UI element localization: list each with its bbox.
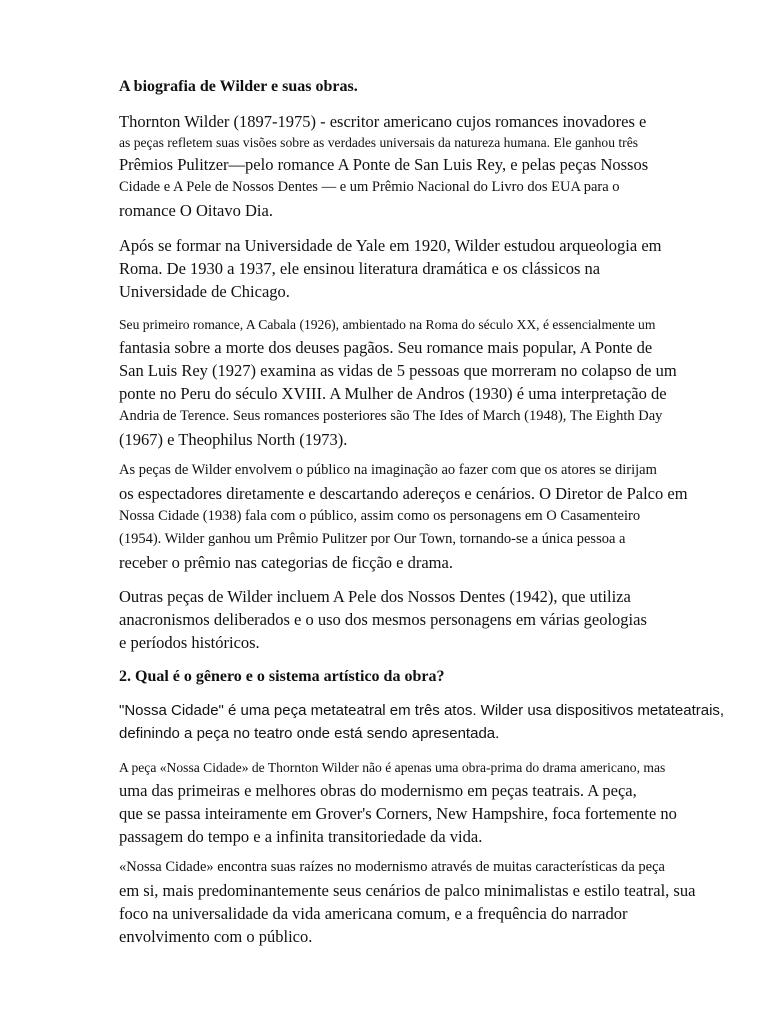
section-heading-genre: 2. Qual é o gênero e o sistema artístico da obra? — [119, 668, 445, 685]
text-line: as peças refletem suas visões sobre as verdades universais da natureza humana. Ele ganhou três — [119, 135, 639, 150]
text-line: definindo a peça no teatro onde está sendo apresentada. — [119, 725, 500, 742]
text-line: Após se formar na Universidade de Yale em 1920, Wilder estudou arqueologia em — [119, 236, 662, 255]
paragraph-our-town — [119, 756, 759, 848]
paragraph-other-plays — [119, 585, 759, 654]
paragraph-modernism — [119, 856, 759, 948]
text-line: Outras peças de Wilder incluem A Pele dos Nossos Dentes (1942), que utiliza — [119, 587, 631, 606]
text-line: fantasia sobre a morte dos deuses pagãos. Seu romance mais popular, A Ponte de — [119, 338, 653, 357]
text-line: em si, mais predominantemente seus cenários de palco minimalistas e estilo teatral, sua — [119, 881, 696, 900]
paragraph-metatheatre — [119, 699, 759, 745]
text-line: foco na universalidade da vida americana comum, e a frequência do narrador — [119, 904, 628, 923]
paragraph-biography-intro — [119, 110, 759, 222]
text-line: receber o prêmio nas categorias de ficção e drama. — [119, 553, 453, 572]
text-line: Universidade de Chicago. — [119, 282, 290, 301]
text-line: Cidade e A Pele de Nossos Dentes — e um Prêmio Nacional do Livro dos EUA para o — [119, 179, 620, 195]
text-line: e períodos históricos. — [119, 633, 260, 652]
text-line: anacronismos deliberados e o uso dos mesmos personagens em várias geologias — [119, 610, 647, 629]
text-line: (1954). Wilder ganhou um Prêmio Pulitzer por Our Town, tornando-se a única pessoa a — [119, 531, 626, 547]
paragraph-education — [119, 234, 759, 303]
paragraph-novels — [119, 313, 759, 451]
text-line: que se passa inteiramente em Grover's Corners, New Hampshire, foca fortemente no — [119, 804, 677, 823]
text-line: Andria de Terence. Seus romances posteriores são The Ides of March (1948), The Eighth Day — [119, 408, 663, 424]
text-line: «Nossa Cidade» encontra suas raízes no modernismo através de muitas características da peça — [119, 859, 665, 875]
text-line: A peça «Nossa Cidade» de Thornton Wilder não é apenas uma obra-prima do drama americano, mas — [119, 760, 666, 775]
text-line: San Luis Rey (1927) examina as vidas de 5 pessoas que morreram no colapso de um — [119, 361, 677, 380]
text-line: Prêmios Pulitzer—pelo romance A Ponte de San Luis Rey, e pelas peças Nossos — [119, 155, 649, 174]
text-line: passagem do tempo e a infinita transitoriedade da vida. — [119, 827, 483, 846]
section-heading-biography: A biografia de Wilder e suas obras. — [119, 78, 358, 95]
text-line: romance O Oitavo Dia. — [119, 201, 273, 220]
text-line: "Nossa Cidade" é uma peça metateatral em três atos. Wilder usa dispositivos metateatrais, — [119, 702, 725, 719]
text-line: ponte no Peru do século XVIII. A Mulher de Andros (1930) é uma interpretação de — [119, 384, 667, 403]
text-line: Thornton Wilder (1897-1975) - escritor americano cujos romances inovadores e — [119, 112, 647, 131]
text-line: As peças de Wilder envolvem o público na imaginação ao fazer com que os atores se dirijam — [119, 462, 657, 478]
paragraph-plays — [119, 459, 759, 574]
text-line: Roma. De 1930 a 1937, ele ensinou literatura dramática e os clássicos na — [119, 259, 601, 278]
text-line: Nossa Cidade (1938) fala com o público, assim como os personagens em O Casamenteiro — [119, 508, 641, 524]
text-line: os espectadores diretamente e descartando adereços e cenários. O Diretor de Palco em — [119, 484, 688, 503]
text-line: (1967) e Theophilus North (1973). — [119, 430, 348, 449]
text-line: Seu primeiro romance, A Cabala (1926), ambientado na Roma do século XX, é essencialmente um — [119, 317, 656, 332]
text-line: uma das primeiras e melhores obras do modernismo em peças teatrais. A peça, — [119, 781, 637, 800]
text-line: envolvimento com o público. — [119, 927, 313, 946]
